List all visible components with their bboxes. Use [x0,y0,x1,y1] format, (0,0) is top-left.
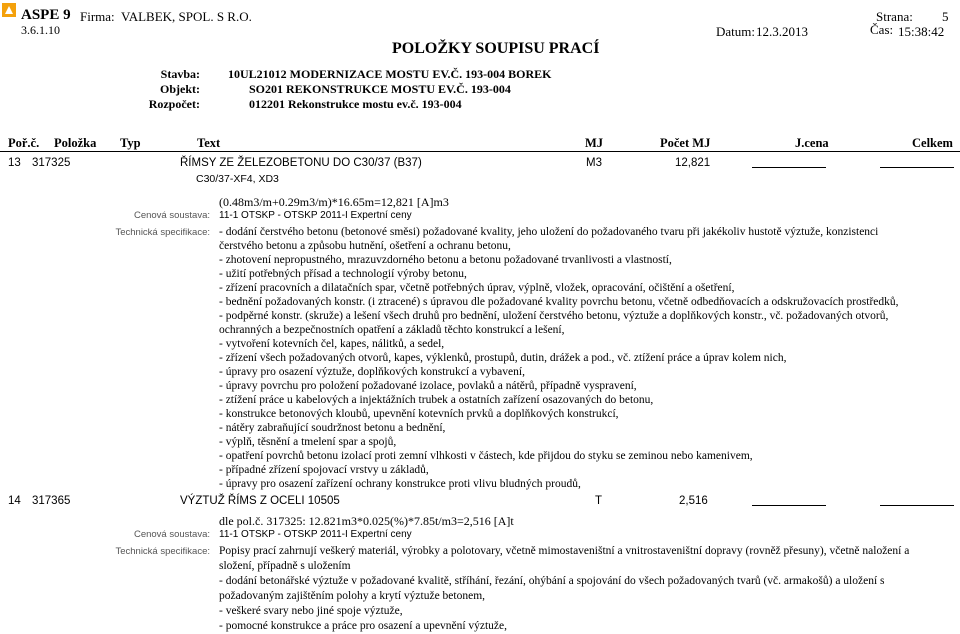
spec-line: - zřízení pracovních a dilatačních spar, včetně potřebných úprav, výplně, vložek, opracování, očištění a ošetření, [219,282,735,294]
spec-line: - vytvoření kotevních čel, kapes, nálitků, a sedel, [219,338,445,350]
spec-line: ochranných a bezpečnostních opatření a základů těchto konstrukcí a lešení, [219,324,565,336]
spec-line: - dodání betonářské výztuže v požadované kvalitě, stříhání, řezání, ohýbání a spojování do všech požadovaných tvarů (vč. armakošů) a uložení s [219,575,885,587]
col-jcena: J.cena [795,136,829,150]
spec-line: - úpravy povrchu pro položení požadované izolace, povlaků a nátěrů, případně vyspravení, [219,380,637,392]
item-13-spec [219,225,954,491]
stavba-value: 10UL21012 MODERNIZACE MOSTU EV.Č. 193-004 BOREK [228,67,552,81]
col-pocet: Počet MJ [660,136,711,150]
spec-line: - případné zřízení spojovací vrstvy u základů, [219,464,429,476]
item-13-tech-label: Technická specifikace: [115,227,210,238]
col-typ: Typ [120,136,141,150]
col-text: Text [197,136,221,150]
item-14-spec [219,544,954,634]
item-14-jcena-blank[interactable] [752,505,826,506]
item-13-code: 317325 [32,157,71,169]
spec-line: - výplň, těsnění a tmelení spar a spojů, [219,436,397,448]
spec-line: Popisy prací zahrnují veškerý materiál, výrobky a polotovary, včetně mimostaveništní a vnitrostaveništní dopravy (rovněž přesuny), včetně naložení a [219,545,910,557]
item-13-cenova: 11-1 OTSKP - OTSKP 2011-I Expertní ceny [219,210,412,221]
spec-line: - konstrukce betonových kloubů, upevnění kotevních prvků a doplňkových konstrukcí, [219,408,619,420]
item-13-celkem-blank[interactable] [880,167,954,168]
strana-value: 5 [942,9,949,24]
item-14-pocet: 2,516 [679,495,708,507]
stavba-label: Stavba: [160,67,200,81]
header-divider [0,151,960,152]
item-14-title: VÝZTUŽ ŘÍMS Z OCELI 10505 [180,495,340,507]
item-13-formula: (0.48m3/m+0.29m3/m)*16.65m=12,821 [A]m3 [219,195,449,209]
spec-line: - úpravy pro osazení výztuže, doplňkových konstrukcí a vybavení, [219,366,525,378]
cas-value: 15:38:42 [898,24,945,39]
page-title: POLOŽKY SOUPISU PRACÍ [392,40,600,57]
item-14-formula: dle pol.č. 317325: 12.821m3*0.025(%)*7.85t/m3=2,516 [A]t [219,514,514,528]
datum-label: Datum: [716,24,755,39]
rozpocet-value: 012201 Rekonstrukce mostu ev.č. 193-004 [249,97,462,111]
col-polozka: Položka [54,136,97,150]
cas-label: Čas: [870,22,894,37]
spec-line: složení, případně s uložením [219,560,351,572]
spec-line: - ztížení práce u kabelových a injektážních trubek a ostatních zařízení osazovaných do betonu, [219,394,654,406]
col-porc: Poř.č. [8,136,40,150]
col-celkem: Celkem [912,136,953,150]
firma-label: Firma: [80,9,115,24]
spec-line: - pomocné konstrukce a práce pro osazení a upevnění výztuže, [219,620,508,632]
firma-value: VALBEK, SPOL. S R.O. [121,9,252,24]
item-14-no: 14 [8,495,21,507]
spec-line: - veškeré svary nebo jiné spoje výztuže, [219,605,403,617]
app-name: ASPE 9 [21,7,71,23]
spec-line: - užití potřebných přísad a technologií výroby betonu, [219,268,467,280]
item-14-code: 317365 [32,495,71,507]
spec-line: - nátěry zabraňující soudržnost betonu a bednění, [219,422,446,434]
spec-line: - podpěrné konstr. (skruže) a lešení všech druhů pro bednění, uložení čerstvého betonu, výztuže a doplňkových konstr., vč. požadovaných otvorů, [219,310,889,322]
spec-line: - zřízení všech požadovaných otvorů, kapes, výklenků, prostupů, dutin, drážek a pod., vč. ztížení práce a úprav kolem nich, [219,352,787,364]
item-14-tech-label: Technická specifikace: [115,546,210,557]
col-mj: MJ [585,136,604,150]
item-13-cenova-label: Cenová soustava: [133,210,210,221]
item-13-mj: M3 [586,157,602,169]
app-version: 3.6.1.10 [21,23,60,37]
item-13-pocet: 12,821 [675,157,711,169]
rozpocet-label: Rozpočet: [148,97,200,111]
item-14-celkem-blank[interactable] [880,505,954,506]
spec-line: - zhotovení nepropustného, mrazuvzdorného betonu a betonu požadované trvanlivosti a vlastností, [219,254,672,266]
item-14-cenova: 11-1 OTSKP - OTSKP 2011-I Expertní ceny [219,529,412,540]
item-14-cenova-label: Cenová soustava: [133,529,210,540]
datum-value: 12.3.2013 [756,24,808,39]
item-13-jcena-blank[interactable] [752,167,826,168]
spec-line: čerstvého betonu a způsobu hutnění, ošetření a ochranu betonu, [219,240,511,252]
spec-line: - dodání čerstvého betonu (betonové směsi) požadované kvality, jeho uložení do požadovaného tvaru při jakékoliv hustotě výztuže, konzistenci [219,226,879,238]
spec-line: požadovaným zajištěním polohy a krytí výztuže betonem, [219,590,486,602]
objekt-label: Objekt: [160,82,200,96]
spec-line: - opatření povrchů betonu izolací proti zemní vlhkosti v částech, kde přijdou do styku se zeminou nebo kamenivem, [219,450,753,462]
item-13-title: ŘÍMSY ZE ŽELEZOBETONU DO C30/37 (B37) [180,157,422,169]
aspe-logo-icon [2,3,16,17]
spec-line: - bednění požadovaných konstr. (i ztracené) s úpravou dle požadované kvality povrchu betonu, včetně odbedňovacích a odskružovacích prostředků, [219,296,899,308]
objekt-value: SO201 REKONSTRUKCE MOSTU EV.Č. 193-004 [249,82,511,96]
item-13-no: 13 [8,157,21,169]
spec-line: - úpravy pro osazení zařízení ochrany konstrukce proti vlivu bludných proudů, [219,478,581,490]
item-14-mj: T [595,495,603,507]
strana-label: Strana: [876,9,913,24]
item-13-title2: C30/37-XF4, XD3 [196,173,279,185]
